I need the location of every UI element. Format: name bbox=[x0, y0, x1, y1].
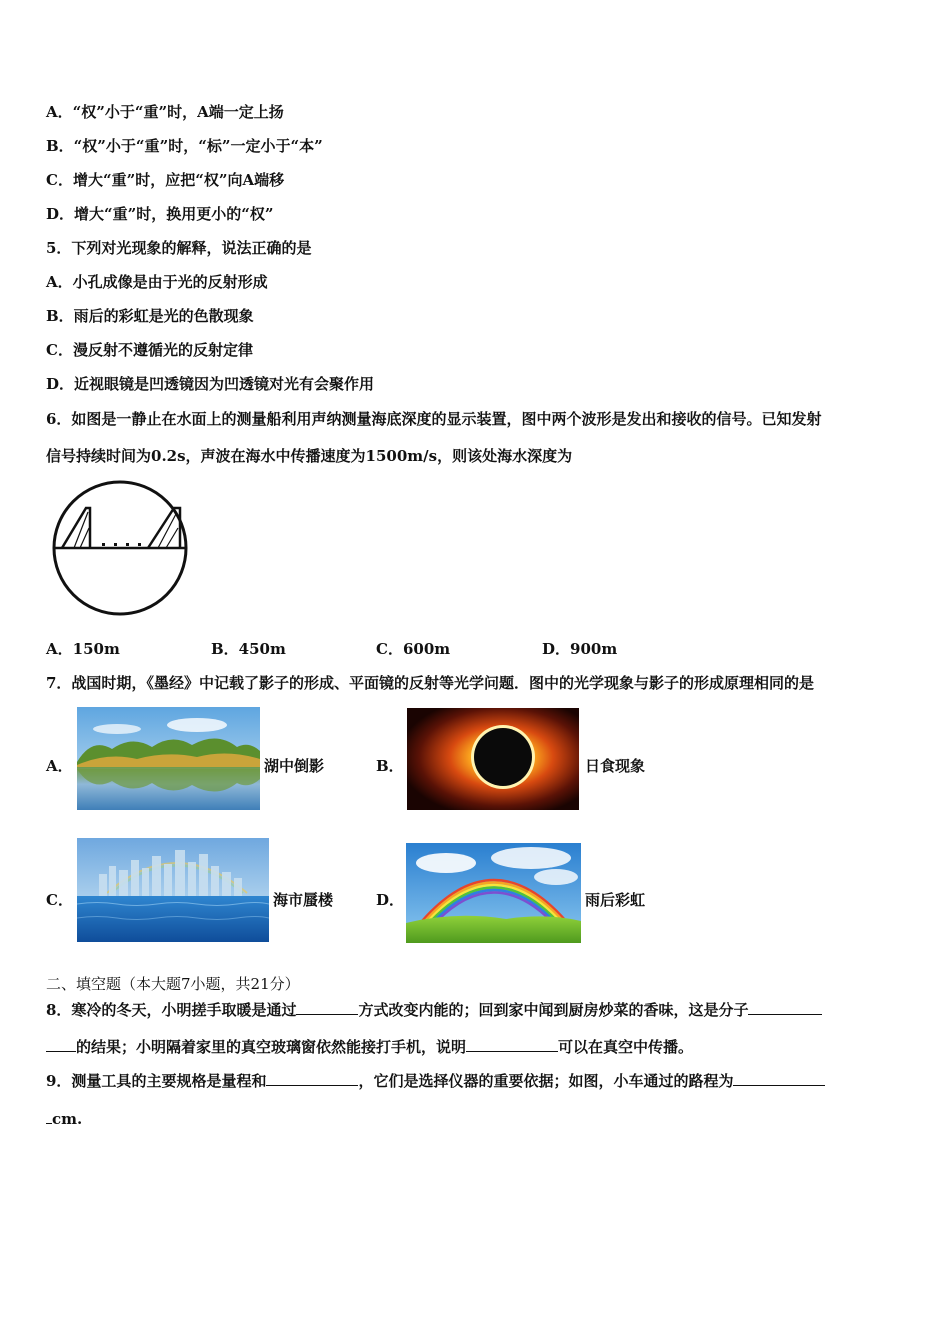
q8-blank-3[interactable] bbox=[466, 1037, 558, 1052]
q7-option-b-letter: B． bbox=[376, 757, 404, 775]
q5-option-a: A．小孔成像是由于光的反射形成 bbox=[46, 273, 268, 291]
q5-option-b: B．雨后的彩虹是光的色散现象 bbox=[46, 307, 254, 325]
q9-line2 bbox=[46, 1109, 82, 1129]
q9-text-part1: 9．测量工具的主要规格是量程和 bbox=[46, 1072, 267, 1090]
sonar-display-figure bbox=[50, 478, 192, 618]
q8-text-part4: 可以在真空中传播。 bbox=[558, 1038, 694, 1056]
q7-option-c-letter: C． bbox=[46, 891, 73, 909]
q7-option-d-caption: 雨后彩虹 bbox=[585, 891, 646, 909]
q7-stem: 7．战国时期，《墨经》中记载了影子的形成、平面镜的反射等光学问题．图中的光学现象与影子的形成原理相同的是 bbox=[46, 674, 814, 692]
q6-option-b: B．450m bbox=[211, 640, 286, 658]
q8-text-part2: 方式改变内能的；回到家中闻到厨房炒菜的香味，这是分子 bbox=[358, 1001, 749, 1019]
section2-heading: 二、填空题（本大题7小题，共21分） bbox=[46, 975, 300, 993]
q4-option-d: D．增大“重”时，换用更小的“权” bbox=[46, 205, 274, 223]
rainbow-image bbox=[406, 843, 581, 943]
q8-text-part3: 的结果；小明隔着家里的真空玻璃窗依然能接打手机，说明 bbox=[76, 1038, 467, 1056]
time-scale-dots bbox=[102, 543, 141, 546]
q9-blank-1[interactable] bbox=[266, 1071, 358, 1086]
q6-option-a: A．150m bbox=[46, 640, 120, 658]
q4-option-c: C．增大“重”时，应把“权”向A端移 bbox=[46, 171, 285, 189]
mirage-city-image bbox=[77, 838, 269, 942]
q8-blank-2-end[interactable] bbox=[46, 1037, 76, 1052]
q6-option-d: D．900m bbox=[542, 640, 618, 658]
q6-stem-line1: 6．如图是一静止在水面上的测量船利用声纳测量海底深度的显示装置，图中两个波形是发出和接收的信号。已知发射 bbox=[46, 410, 822, 428]
q8-line1 bbox=[46, 1000, 822, 1020]
q7-option-a-caption: 湖中倒影 bbox=[264, 757, 325, 775]
solar-eclipse-image bbox=[407, 708, 579, 810]
q9-blank-2-start[interactable] bbox=[733, 1071, 825, 1086]
q6-stem-line2: 信号持续时间为0.2s，声波在海水中传播速度为1500m/s，则该处海水深度为 bbox=[46, 447, 573, 465]
q7-option-c-caption: 海市蜃楼 bbox=[273, 891, 334, 909]
q4-option-b: B．“权”小于“重”时，“标”一定小于“本” bbox=[46, 137, 323, 155]
q5-option-d: D．近视眼镜是凹透镜因为凹透镜对光有会聚作用 bbox=[46, 375, 375, 393]
q8-blank-2-start[interactable] bbox=[748, 1000, 822, 1015]
lake-reflection-image bbox=[77, 707, 260, 810]
q9-line1 bbox=[46, 1071, 825, 1091]
q7-option-b-caption: 日食现象 bbox=[585, 757, 646, 775]
q5-option-c: C．漫反射不遵循光的反射定律 bbox=[46, 341, 253, 359]
q5-stem: 5．下列对光现象的解释，说法正确的是 bbox=[46, 239, 312, 257]
q8-line2 bbox=[46, 1037, 693, 1057]
q7-option-a-letter: A． bbox=[46, 757, 73, 775]
q9-text-part3: cm. bbox=[52, 1110, 83, 1128]
q7-option-d-letter: D． bbox=[376, 891, 405, 909]
q6-option-c: C．600m bbox=[376, 640, 451, 658]
q9-text-part2: ，它们是选择仪器的重要依据；如图，小车通过的路程为 bbox=[358, 1072, 734, 1090]
q4-option-a: A．“权”小于“重”时，A端一定上扬 bbox=[46, 103, 284, 121]
q8-text-part1: 8．寒冷的冬天，小明搓手取暖是通过 bbox=[46, 1001, 297, 1019]
q8-blank-1[interactable] bbox=[296, 1000, 358, 1015]
